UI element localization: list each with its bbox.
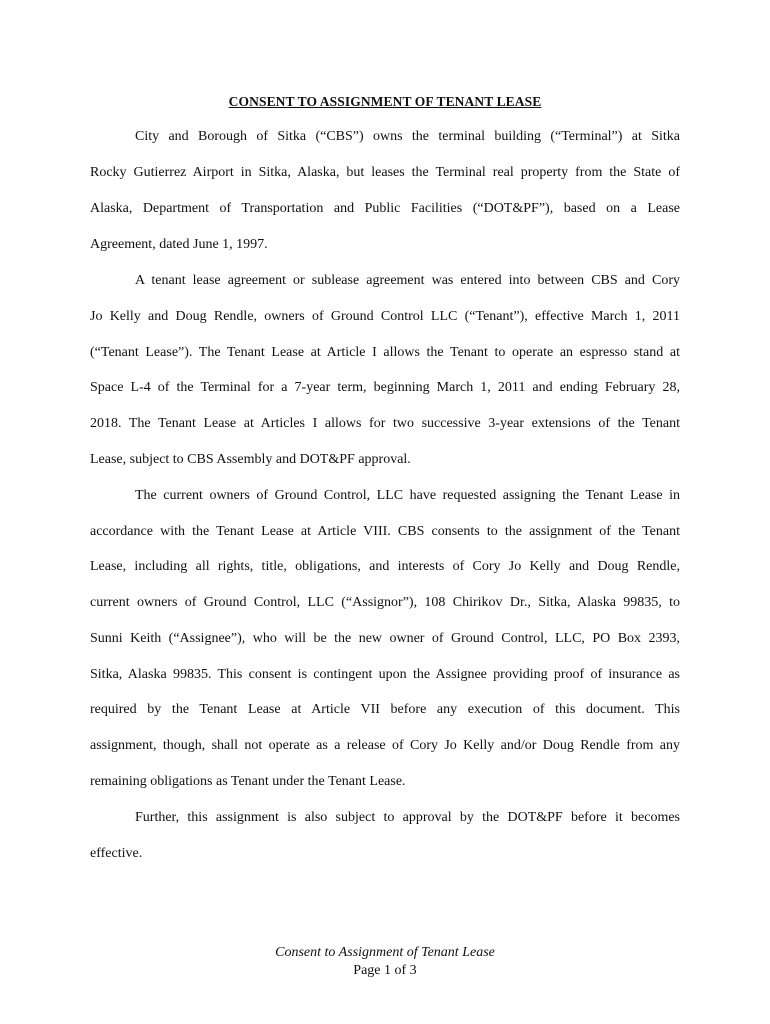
paragraph-line: remaining obligations as Tenant under the Tenant Lease. <box>90 774 406 789</box>
page-number: Page 1 of 3 <box>353 963 417 978</box>
paragraph-line: City and Borough of Sitka (“CBS”) owns the terminal building (“Terminal”) at Sitka <box>135 129 680 144</box>
paragraph-line: A tenant lease agreement or sublease agreement was entered into between CBS and Cory <box>135 273 680 288</box>
footer-title: Consent to Assignment of Tenant Lease <box>275 945 495 960</box>
paragraph-line: Agreement, dated June 1, 1997. <box>90 237 268 252</box>
paragraph-line: Lease, subject to CBS Assembly and DOT&PF approval. <box>90 452 411 467</box>
paragraph-line: The current owners of Ground Control, LLC have requested assigning the Tenant Lease in <box>135 488 680 503</box>
paragraph-line: Lease, including all rights, title, obligations, and interests of Cory Jo Kelly and Doug Rendle, <box>90 559 680 574</box>
paragraph-line: assignment, though, shall not operate as a release of Cory Jo Kelly and/or Doug Rendle from any <box>90 738 680 753</box>
paragraph-line: Alaska, Department of Transportation and Public Facilities (“DOT&PF”), based on a Lease <box>90 201 680 216</box>
paragraph-line: Space L-4 of the Terminal for a 7-year term, beginning March 1, 2011 and ending February 28, <box>90 380 680 395</box>
paragraph-line: Sitka, Alaska 99835. This consent is contingent upon the Assignee providing proof of insurance as <box>90 667 680 682</box>
document-title: CONSENT TO ASSIGNMENT OF TENANT LEASE <box>228 94 542 109</box>
paragraph-line: 2018. The Tenant Lease at Articles I allows for two successive 3-year extensions of the Tenant <box>90 416 680 431</box>
paragraph-line: (“Tenant Lease”). The Tenant Lease at Article I allows the Tenant to operate an espresso stand at <box>90 345 680 360</box>
paragraph-line: Jo Kelly and Doug Rendle, owners of Ground Control LLC (“Tenant”), effective March 1, 2011 <box>90 309 680 324</box>
paragraph-line: effective. <box>90 846 143 861</box>
paragraph-line: Sunni Keith (“Assignee”), who will be the new owner of Ground Control, LLC, PO Box 2393, <box>90 631 680 646</box>
paragraph-line: accordance with the Tenant Lease at Article VIII. CBS consents to the assignment of the Tenant <box>90 524 680 539</box>
paragraph-line: Rocky Gutierrez Airport in Sitka, Alaska, but leases the Terminal real property from the State of <box>90 165 680 180</box>
paragraph-line: current owners of Ground Control, LLC (“Assignor”), 108 Chirikov Dr., Sitka, Alaska 99835, to <box>90 595 680 610</box>
paragraph-line: required by the Tenant Lease at Article VII before any execution of this document. This <box>90 702 680 717</box>
paragraph-line: Further, this assignment is also subject to approval by the DOT&PF before it becomes <box>135 810 680 825</box>
